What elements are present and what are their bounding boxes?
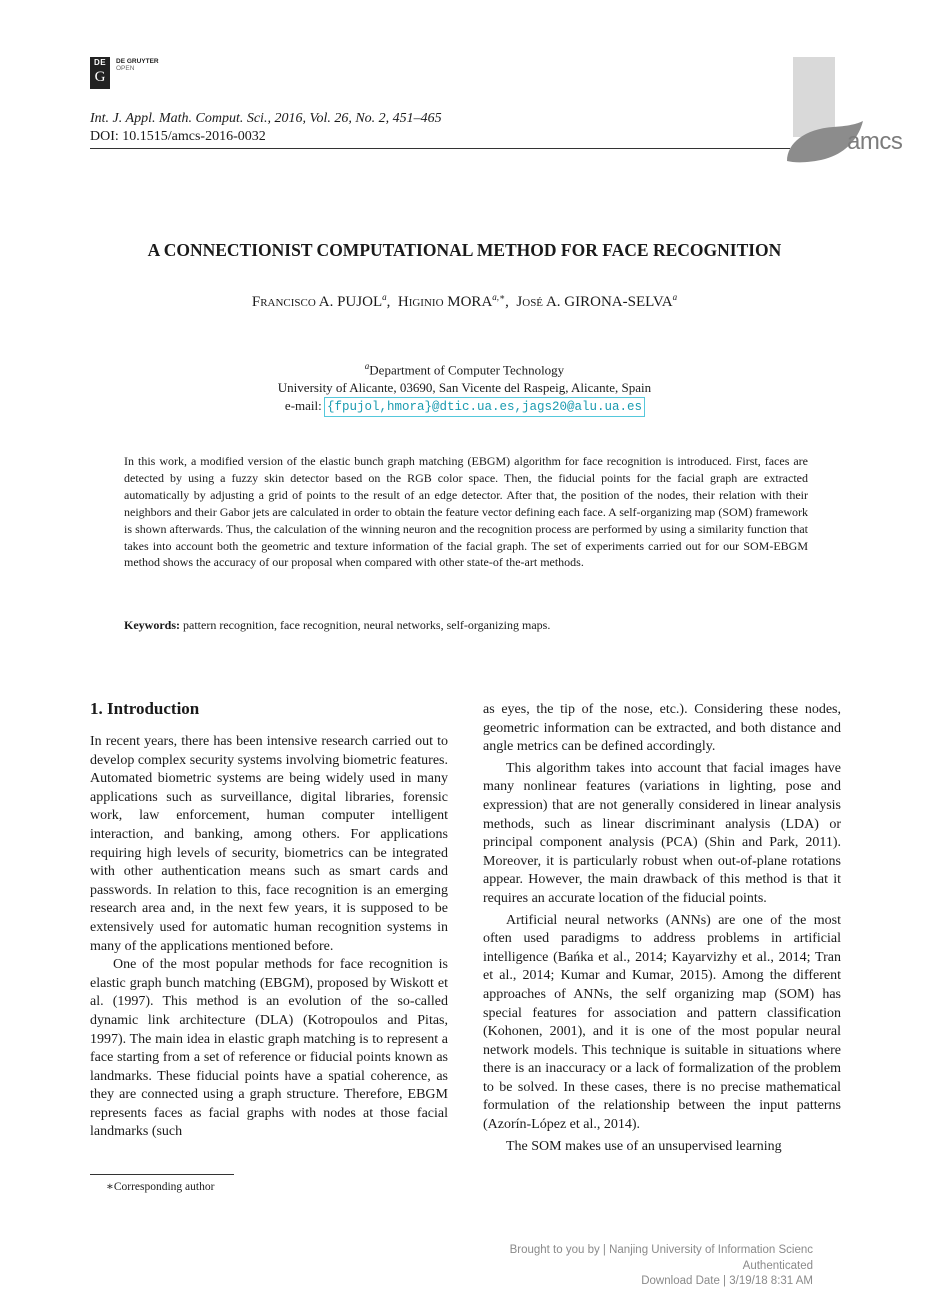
author-first-name: Francisco A. xyxy=(251,294,334,310)
author-last-name: MORA xyxy=(447,294,493,310)
paper-title: A CONNECTIONIST COMPUTATIONAL METHOD FOR FACE RECOGNITION xyxy=(147,240,782,260)
abstract: In this work, a modified version of the elastic bunch graph matching (EBGM) algorithm for face recognition is introduced. First, faces are detected by using a fuzzy skin detector based on the RGB color space. Then, the fiducial points for the facial graph are extracted automatically by adjusting a grid of points to the result of an edge detector. After that, the position of the nodes, their relation with their neighbors and their Gabor jets are calculated in order to obtain the feature vector defining each face. A self-organizing map (SOM) framework is shown afterwards. Thus, the calculation of the winning neuron and the recognition process are performed by using a similarity function that takes into account both the geometric and texture information of the facial graph. The set of experiments carried out for our SOM-EBGM method shows the accuracy of our proposal when compared with other state-of the-art methods. xyxy=(124,454,808,570)
affiliation-email-line xyxy=(0,397,929,416)
email-link[interactable]: {fpujol,hmora}@dtic.ua.es,jags20@alu.ua.es xyxy=(327,400,643,415)
footnote: ∗Corresponding author xyxy=(106,1181,215,1193)
author-last-name: PUJOL xyxy=(337,294,383,310)
doi: DOI: 10.1515/amcs-2016-0032 xyxy=(90,129,266,144)
footnote-rule xyxy=(90,1174,234,1175)
footer-line: Brought to you by | Nanjing University of Information Scienc xyxy=(509,1244,813,1256)
keywords xyxy=(124,618,808,633)
publisher-logo xyxy=(90,57,110,89)
keywords-label: Keywords: xyxy=(124,618,180,632)
header-rule xyxy=(90,148,790,149)
paragraph: In recent years, there has been intensive research carried out to develop complex security systems involving biometric features. Automated biometric systems are being widely used in many applications such as surveillance, digital libraries, forensic work, law enforcement, human computer intelligent interaction, and banking, among others. For applications requiring high levels of security, biometrics can be integrated with other authentication means such as smart cards and passwords. In relation to this, face recognition is an emerging research area and, in the next few years, it is supposed to be extensively used for automatic human recognition systems in many of the applications mentioned before. xyxy=(90,734,448,954)
amcs-wordmark: amcs xyxy=(847,128,903,155)
publisher-name-main: DE GRUYTER xyxy=(116,58,159,65)
author-affil-mark: a,∗ xyxy=(492,292,506,302)
author-first-name: José A. xyxy=(516,294,561,310)
paragraph: The SOM makes use of an unsupervised learning xyxy=(506,1138,782,1154)
section-heading: 1. Introduction xyxy=(90,699,200,718)
paragraph: One of the most popular methods for face recognition is elastic graph bunch matching (EBGM), proposed by Wiskott et al. (1997). This method is an evolution of the so-called dynamic link architecture (DLA) (Kotropoulos and Pitas, 1997). The main idea in elastic graph matching is to represent a face starting from a set of reference or fiducial points known as landmarks. These fiducial points have a spatial coherence, as they are connected using a graph structure. Therefore, EBGM represents faces as facial graphs with nodes at those facial landmarks (such xyxy=(90,957,448,1140)
left-column xyxy=(90,733,448,1142)
keywords-text: pattern recognition, face recognition, neural networks, self-organizing maps. xyxy=(183,618,551,632)
author-list: Francisco A. PUJOL$^a$, Higinio $MORA^{a,∗}$, José A. GIRONA-SELVA$^a$ xyxy=(251,292,678,310)
affiliation-department xyxy=(0,357,929,379)
department-text: Department of Computer Technology xyxy=(369,362,565,378)
affiliation-mark: a xyxy=(364,361,370,371)
logo-top-text: DE xyxy=(93,58,107,67)
affiliation-university: University of Alicante, 03690, San Vicente del Raspeig, Alicante, Spain xyxy=(277,380,652,396)
right-column xyxy=(483,701,841,1156)
paragraph: as eyes, the tip of the nose, etc.). Considering these nodes, geometric information can be extracted, and both distance and angle metrics can be defined accordingly. xyxy=(483,702,841,755)
footer-line: Download Date | 3/19/18 8:31 AM xyxy=(641,1275,813,1287)
paragraph: This algorithm takes into account that facial images have many nonlinear features (variations in lighting, pose and expression) that are not generally considered in linear analysis methods, such as linear discriminant analysis (LDA) or principal component analysis (PCA) (Shin and Park, 2011). Moreover, it is particularly robust when out-of-plane rotations appear. However, the main drawback of this method is that it requires an accurate location of the fiducial points. xyxy=(483,760,841,906)
footer-line: Authenticated xyxy=(742,1259,813,1272)
author-last-name: GIRONA-SELVA xyxy=(564,294,673,310)
logo-bottom-text: G xyxy=(94,69,106,85)
publisher-name xyxy=(116,58,159,72)
affiliation-block xyxy=(0,357,929,416)
paragraph: Artificial neural networks (ANNs) are one of the most often used paradigms to address problems in artificial intelligence (Bańka et al., 2014; Kayarvizhy et al., 2014; Tran et al., 2014; Kumar and Kumar, 2015). Among the different approaches of ANNs, the self organizing map (SOM) has special features for association and pattern classification (Kohonen, 2001), and it is one of the most popular neural network models. This technique is suitable in situations where there is an inaccuracy or a lack of formalization of the problem to be solved. In these cases, there is no precise mathematical formulation of the relationship between the input patterns (Azorín-López et al., 2014). xyxy=(483,912,841,1133)
author-first-name: Higinio xyxy=(397,294,444,310)
journal-citation: Int. J. Appl. Math. Comput. Sci., 2016, Vol. 26, No. 2, 451–465 xyxy=(90,111,442,126)
publisher-name-sub: OPEN xyxy=(116,65,135,72)
download-footer xyxy=(430,1243,813,1290)
email-label: e-mail: xyxy=(284,398,322,414)
author-affil-mark: a xyxy=(382,292,387,302)
author-affil-mark: a xyxy=(672,292,678,302)
